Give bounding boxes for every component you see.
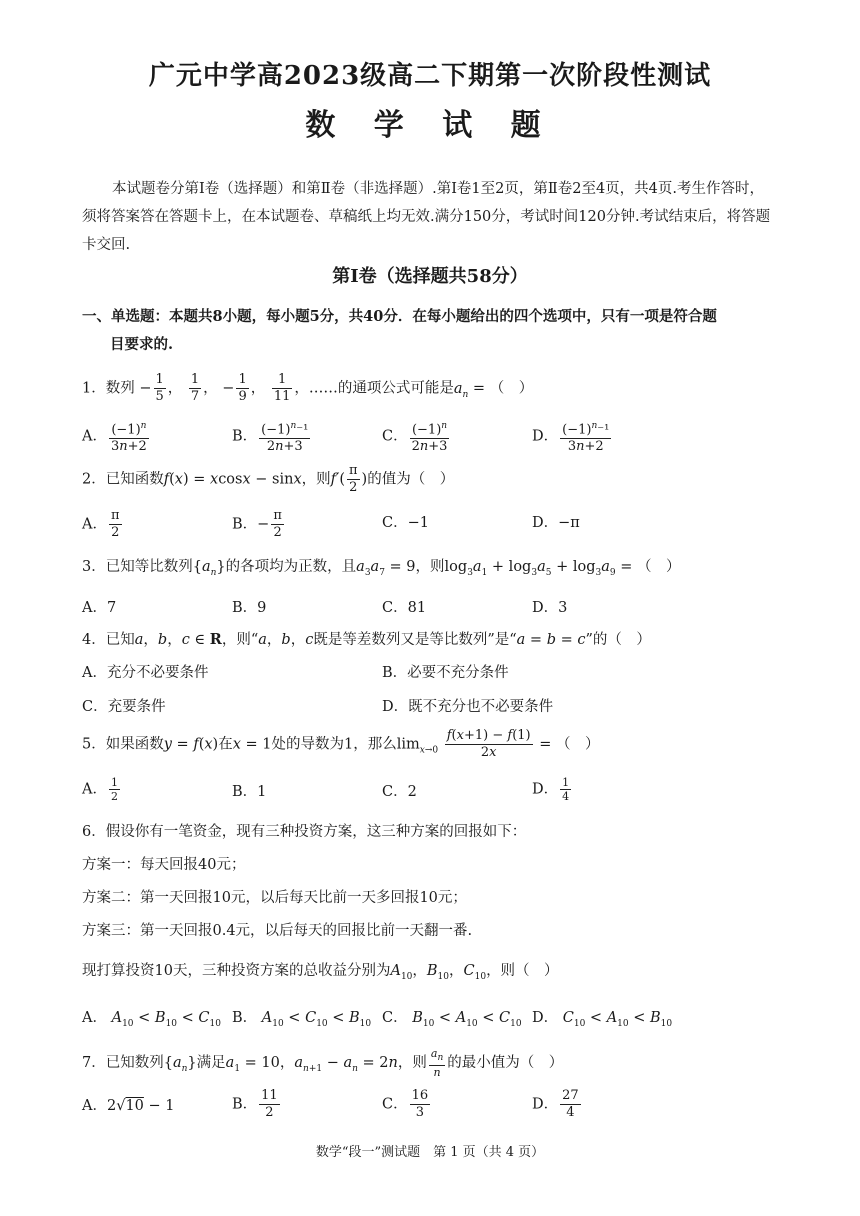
q5-option-c: C．2 [382, 784, 417, 800]
q2-option-d: D．−π [532, 515, 580, 531]
q6-plan-2: 方案二：第一天回报10元，以后每天比前一天多回报10元； [82, 890, 467, 906]
question-3: 3．已知等比数列$\{a_n\}$的各项均为正数，且$a_3a_7 = 9$，则$\log_3a_1 + \log_3a_5 + \log_3a_9$ = （ ） [82, 559, 681, 578]
q2-option-c: C．−1 [382, 515, 429, 531]
q5-option-d: D． $\frac{1}{4}$ [532, 776, 570, 803]
question-1: 1．数列 − $\frac{1}{5}$ ， $\frac{1}{7}$ ， − $\frac{1}{9}$ ， $\frac{1}{11}$ ，……的通项公式可能是$a_n$ = （ ） [82, 372, 534, 404]
q6-option-d: D． $C_{10} < A_{10} < B_{10}$ [532, 1010, 673, 1029]
question-2: 2．已知函数f(x) = xcosx − sinx，则f′( $\frac{\pi}{2}$ )的值为（ ） [82, 463, 455, 495]
part-instruction: 一、单选题：本题共8小题，每小题5分，共40分．在每小题给出的四个选项中，只有一项是符合题 目要求的. [82, 308, 717, 353]
q6-plan-1: 方案一：每天回报40元； [82, 857, 246, 873]
q7-option-a: A．2√10 − 1 [82, 1098, 175, 1114]
q1-option-a: A． $\frac{(-1)^n}{3n+2}$ [82, 418, 151, 455]
q3-option-a: A．7 [82, 600, 117, 616]
q6-plan-3: 方案三：第一天回报0.4元，以后每天的回报比前一天翻一番. [82, 923, 473, 939]
question-5: 5．如果函数y = f(x)在x = 1处的导数为1，那么$\lim_{x\to 0}$ $\frac{f(x+1) - f(1)}{2x}$ = （ ） [82, 728, 600, 760]
q6-option-a: A． $A_{10} < B_{10} < C_{10}$ [82, 1010, 221, 1029]
q6-option-c: C． $B_{10} < A_{10} < C_{10}$ [382, 1010, 522, 1029]
q1-option-b: B． $\frac{(-1)^n^{-1}}{2n+3}$ [232, 418, 312, 455]
q6-question: 现打算投资10天，三种投资方案的总收益分别为$A_{10}$，$B_{10}$，$C_{10}$，则（ ） [82, 963, 559, 982]
q1-option-d: D． $\frac{(-1)^n^{-1}}{3n+2}$ [532, 418, 613, 455]
question-4: 4．已知a，b，c ∈ R，则“a，b，c既是等差数列又是等比数列”是“a = b = c”的（ ） [82, 631, 651, 648]
q7-option-b: B． $\frac{11}{2}$ [232, 1088, 278, 1120]
q3-option-d: D．3 [532, 600, 568, 616]
q4-option-c: C．充要条件 [82, 699, 166, 715]
q6-option-b: B． $A_{10} < C_{10} < B_{10}$ [232, 1010, 372, 1029]
q5-option-b: B．1 [232, 784, 267, 800]
q3-option-b: B．9 [232, 600, 267, 616]
exam-title: 广元中学高2023级高二下期第一次阶段性测试 [148, 61, 712, 91]
q2-option-b: B．− $\frac{\pi}{2}$ [232, 508, 282, 540]
q3-option-c: C．81 [382, 600, 427, 616]
q1-option-c: C． $\frac{(-1)^n}{2n+3}$ [382, 418, 451, 455]
q7-option-c: C． $\frac{16}{3}$ [382, 1088, 429, 1120]
q4-option-d: D．既不充分也不必要条件 [382, 699, 554, 715]
q7-option-d: D． $\frac{27}{4}$ [532, 1088, 579, 1120]
section-heading: 第Ⅰ卷（选择题共58分） [332, 266, 528, 287]
question-7: 7．已知数列$\{a_n\}$满足$a_1 = 10$，$a_{n+1} - a_n = 2n$，则 $\frac{a_n}{n}$ 的最小值为（ ） [82, 1047, 564, 1080]
q2-option-a: A． $\frac{\pi}{2}$ [82, 508, 120, 540]
page-footer: 数学“段一”测试题 第 1 页（共 4 页） [315, 1145, 545, 1160]
q4-option-b: B．必要不充分条件 [382, 665, 509, 681]
q4-option-a: A．充分不必要条件 [82, 665, 209, 681]
q5-option-a: A． $\frac{1}{2}$ [82, 776, 118, 803]
exam-subtitle: 数 学 试 题 [305, 108, 555, 143]
question-6: 6．假设你有一笔资金，现有三种投资方案，这三种方案的回报如下： [82, 824, 527, 840]
exam-instructions: 本试题卷分第Ⅰ卷（选择题）和第Ⅱ卷（非选择题）.第Ⅰ卷1至2页，第Ⅱ卷2至4页，共4页.考生作答时，须将答案答在答题卡上，在本试题卷、草稿纸上均无效.满分150分，考试时间120分钟.考试结束后，将答题卡交回. [82, 181, 771, 253]
